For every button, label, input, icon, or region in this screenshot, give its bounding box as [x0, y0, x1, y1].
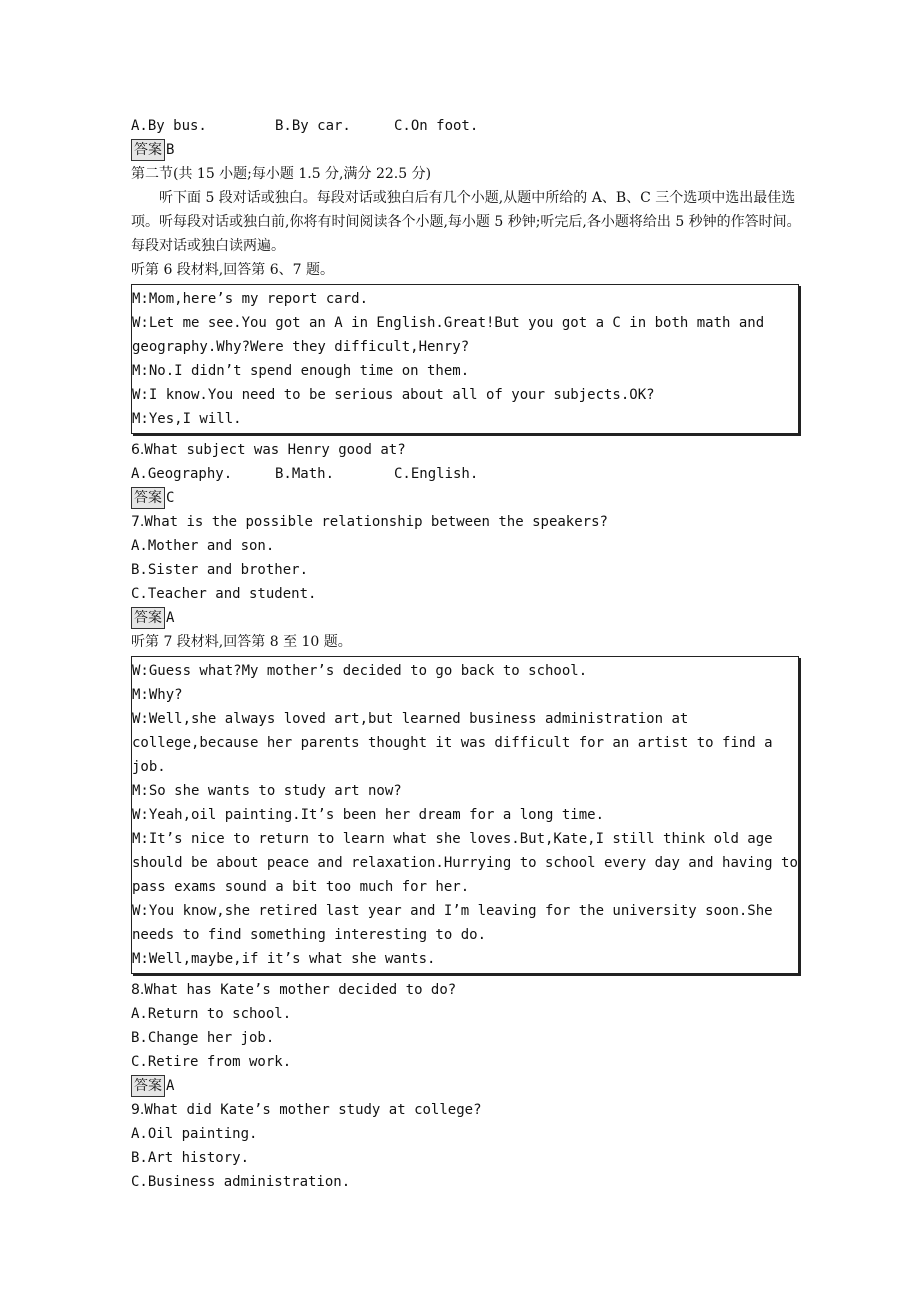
q5-option-c: C.On foot. [394, 118, 479, 134]
question-7 [131, 510, 801, 534]
answer-value: A [166, 1078, 175, 1094]
section-heading: 第二节(共 15 小题;每小题 1.5 分,满分 22.5 分) [131, 166, 432, 182]
q7-option-c: C.Teacher and student. [131, 586, 317, 602]
transcript-line: W:I know.You need to be serious about all of your subjects.OK? [132, 387, 655, 403]
q6-option-c: C.English. [394, 466, 479, 482]
material-6-transcript [131, 284, 799, 434]
q8-option-a: A.Return to school. [131, 1006, 292, 1022]
question-8 [131, 978, 801, 1002]
transcript-line: W:Well,she always loved art,but learned business administration at college,because her parents thought it was difficult for an artist to find a job. [132, 711, 773, 775]
answer-label: 答案 [131, 607, 165, 629]
question-9 [131, 1098, 801, 1122]
q9-option-b: B.Art history. [131, 1150, 250, 1166]
q6-answer [131, 486, 801, 510]
q5-option-b: B.By car. [275, 118, 351, 134]
transcript-line: M:Mom,here’s my report card. [132, 291, 369, 307]
q9-option-a: A.Oil painting. [131, 1126, 258, 1142]
q7-answer [131, 606, 801, 630]
q6-option-b: B.Math. [275, 466, 335, 482]
transcript-line: M:It’s nice to return to learn what she loves.But,Kate,I still think old age should be about peace and relaxation.Hurrying to school every day and having to pass exams sound a bit too much for her. [132, 831, 798, 895]
transcript-line: M:Why? [132, 687, 183, 703]
question-number: 8. [131, 982, 145, 998]
answer-value: A [166, 610, 175, 626]
q8-answer [131, 1074, 801, 1098]
answer-value: B [166, 142, 175, 158]
question-text: What has Kate’s mother decided to do? [144, 982, 457, 998]
question-text: What subject was Henry good at? [144, 442, 406, 458]
q8-option-c: C.Retire from work. [131, 1054, 292, 1070]
transcript-line: W:Yeah,oil painting.It’s been her dream for a long time. [132, 807, 605, 823]
question-number: 7. [131, 514, 145, 530]
transcript-line: W:You know,she retired last year and I’m leaving for the university soon.She needs to find something interesting to do. [132, 903, 773, 943]
exam-page [131, 114, 801, 1194]
material-6-intro: 听第 6 段材料,回答第 6、7 题。 [131, 262, 334, 278]
material-7-transcript [131, 656, 799, 974]
q5-options [131, 114, 801, 138]
transcript-line: M:No.I didn’t spend enough time on them. [132, 363, 470, 379]
q7-option-a: A.Mother and son. [131, 538, 275, 554]
answer-value: C [166, 490, 175, 506]
transcript-line: W:Let me see.You got an A in English.Great!But you got a C in both math and geography.Why?Were they difficult,Henry? [132, 315, 765, 355]
q5-option-a: A.By bus. [131, 118, 207, 134]
transcript-line: M:Well,maybe,if it’s what she wants. [132, 951, 436, 967]
section-instructions: 听下面 5 段对话或独白。每段对话或独白后有几个小题,从题中所给的 A、B、C 三个选项中选出最佳选项。听每段对话或独白前,你将有时间阅读各个小题,每小题 5 秒钟;听完后,各小题将给出 5 秒钟的作答时间。每段对话或独白读两遍。 [131, 190, 801, 254]
answer-label: 答案 [131, 487, 165, 509]
answer-label: 答案 [131, 1075, 165, 1097]
question-number: 6. [131, 442, 145, 458]
transcript-line: M:So she wants to study art now? [132, 783, 402, 799]
question-6 [131, 438, 801, 462]
question-text: What did Kate’s mother study at college? [144, 1102, 482, 1118]
material-7-intro: 听第 7 段材料,回答第 8 至 10 题。 [131, 634, 352, 650]
q7-option-b: B.Sister and brother. [131, 562, 309, 578]
q6-option-a: A.Geography. [131, 466, 233, 482]
answer-label: 答案 [131, 139, 165, 161]
transcript-line: M:Yes,I will. [132, 411, 242, 427]
q9-option-c: C.Business administration. [131, 1174, 351, 1190]
q8-option-b: B.Change her job. [131, 1030, 275, 1046]
transcript-line: W:Guess what?My mother’s decided to go back to school. [132, 663, 588, 679]
question-text: What is the possible relationship between the speakers? [144, 514, 608, 530]
q5-answer [131, 138, 801, 162]
q6-options [131, 462, 801, 486]
question-number: 9. [131, 1102, 145, 1118]
